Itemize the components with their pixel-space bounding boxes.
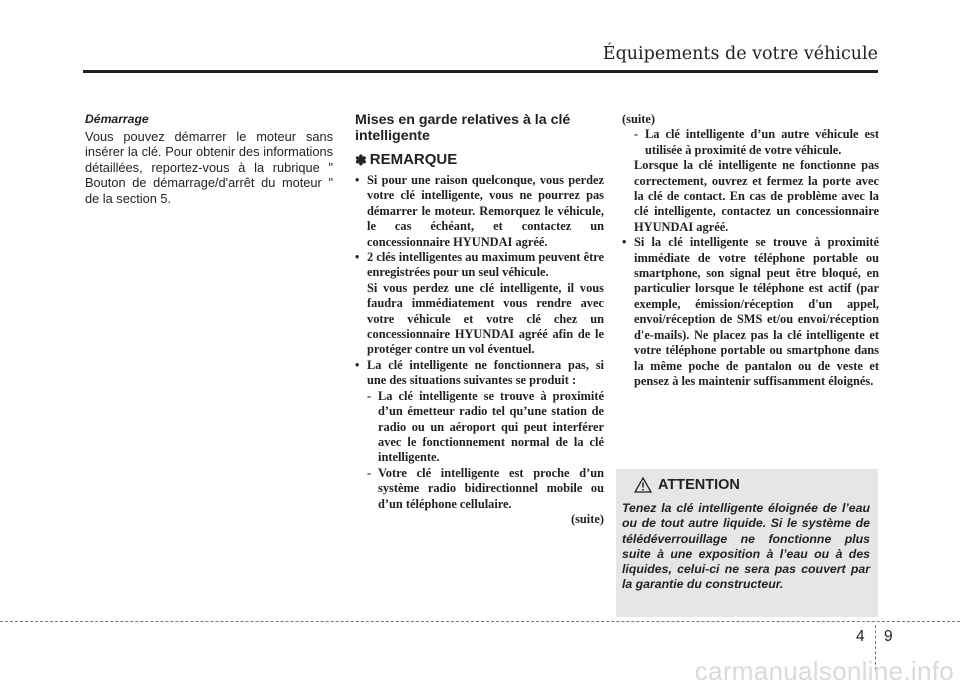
list-item [622, 235, 879, 389]
remark-content [355, 173, 604, 527]
bullet-text: 2 clés intelligentes au maximum peuvent être enregistrées pour un seul véhicule. [367, 250, 604, 280]
dash-mark: - [634, 127, 639, 142]
header-rule [83, 70, 878, 73]
dash-text: La clé intelligente se trouve à proximité d’un émetteur radio tel qu’une station de radio ou un aéroport qui peut interférer avec le fonctionnement normal de la clé intelligente. [378, 388, 604, 465]
column-left [85, 112, 333, 206]
column-middle [355, 112, 604, 527]
bullet-mark: • [355, 357, 360, 372]
list-item [355, 466, 604, 512]
section-title-line1: Mises en garde relatives à la clé [355, 112, 571, 128]
demarrage-text: Vous pouvez démarrer le moteur sans insérer la clé. Pour obtenir des informations détaillées, reportez-vous à la rubrique " Bouton de démarrage/d'arrêt du moteur " de la section 5. [85, 129, 333, 206]
dash-text: Votre clé intelligente est proche d’un système radio bidirectionnel mobile ou d’un téléphone cellulaire. [378, 465, 604, 511]
subheading-demarrage: Démarrage [85, 112, 149, 126]
remark-title: REMARQUE [369, 151, 458, 168]
remark-star-icon: ✽ [355, 152, 367, 168]
bullet-text: La clé intelligente ne fonctionnera pas, si une des situations suivantes se produit : [367, 357, 604, 388]
section-title [355, 112, 604, 144]
list-item [622, 127, 879, 158]
bullet-text: Si pour une raison quelconque, vous perdez votre clé intelligente, vous ne pourrez pas démarrer le moteur. Remorquez le véhicule, le cas échéant, et contactez un concessionnaire HYUNDAI agréé. [367, 173, 604, 249]
suite-label-continued: (suite) [622, 112, 656, 126]
remark-heading [355, 151, 604, 169]
list-item [355, 250, 604, 281]
bullet-mark: • [622, 235, 627, 250]
section-title-line2: intelligente [355, 128, 430, 144]
watermark: carmanualsonline.info [694, 656, 954, 686]
list-item [355, 389, 604, 466]
bullet-paragraph: Si vous perdez une clé intelligente, il vous faudra immédiatement vous rendre avec votre véhicule et votre clé chez un concessionnaire HYUNDAI agréé afin de le protéger contre un vol éventuel. [367, 280, 604, 357]
attention-title: ATTENTION [658, 477, 740, 493]
attention-heading [634, 477, 740, 493]
column-right [622, 112, 879, 389]
warning-triangle-icon [634, 477, 652, 493]
bullet-text: Si la clé intelligente se trouve à proximité immédiate de votre téléphone portable ou smartphone, son signal peut être bloqué, en particulier lorsque le téléphone est actif (par exemple, émission/réception d'un appel, envoi/réception de SMS et/ou envoi/réception d'e-mails). Ne placez pas la clé intelligente et votre téléphone portable ou smartphone dans la même poche de pantalon ou de veste et pensez à les maintenir suffisamment éloignés. [634, 235, 879, 388]
remark-continued [622, 112, 879, 389]
paragraph: Lorsque la clé intelligente ne fonctionne pas correctement, ouvrez et fermez la porte avec la clé de contact. En cas de problème avec la clé intelligente, contactez un concessionnaire HYUNDAI agréé. [634, 158, 879, 234]
list-item [355, 173, 604, 250]
dash-mark: - [367, 388, 372, 403]
bullet-mark: • [355, 250, 360, 265]
footer-dashed-rule [0, 621, 960, 622]
attention-text: Tenez la clé intelligente éloignée de l’eau ou de tout autre liquide. Si le système de télédéverrouillage ne fonctionne plus suite à une exposition à l’eau ou à des liquides, celui-ci ne sera pas couvert par la garantie du constructeur. [622, 501, 870, 592]
chapter-number: 4 [856, 628, 865, 645]
attention-box [616, 469, 878, 617]
page-number: 9 [884, 628, 893, 645]
suite-label: (suite) [570, 511, 604, 526]
page-header-title: Équipements de votre véhicule [602, 44, 878, 64]
dash-text: La clé intelligente d’un autre véhicule est utilisée à proximité de votre véhicule. [645, 127, 879, 157]
list-item [355, 358, 604, 389]
bullet-mark: • [355, 173, 360, 187]
dash-mark: - [367, 465, 372, 480]
